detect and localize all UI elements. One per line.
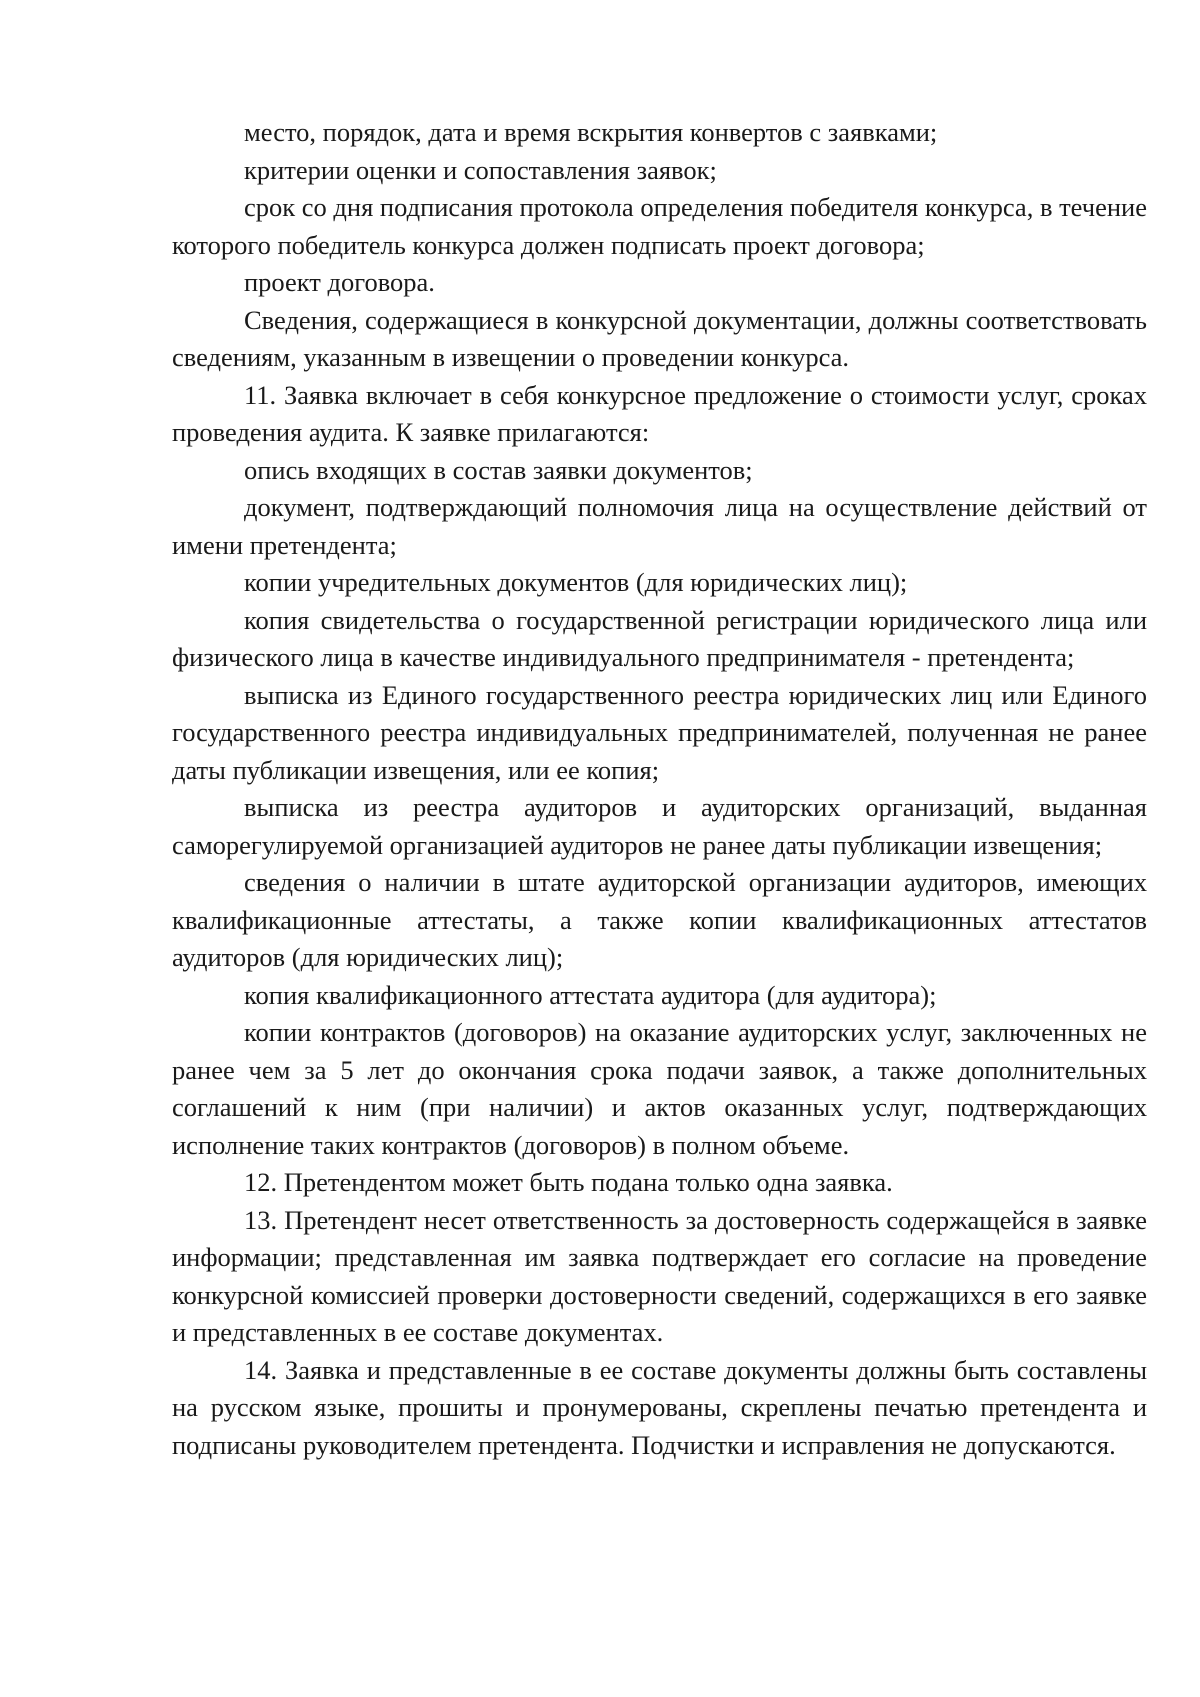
paragraph-authority-document: документ, подтверждающий полномочия лица на осуществление действий от имени претендента;: [172, 492, 1147, 560]
document-body: [172, 114, 1147, 1464]
paragraph-signing-deadline: срок со дня подписания протокола определения победителя конкурса, в течение которого победитель конкурса должен подписать проект договора;: [172, 192, 1147, 260]
paragraph-evaluation-criteria: критерии оценки и сопоставления заявок;: [244, 154, 717, 185]
paragraph-clause-14: 14. Заявка и представленные в ее составе документы должны быть составлены на русском языке, прошиты и пронумерованы, скреплены печатью претендента и подписаны руководителем претендента. Подчистки и исправления не допускаются.: [172, 1354, 1147, 1460]
paragraph-clause-13: 13. Претендент несет ответственность за достоверность содержащейся в заявке информации; представленная им заявка подтверждает его согласие на проведение конкурсной комиссией проверки достоверности сведений, содержащихся в его заявке и представленных в ее составе документах.: [172, 1204, 1147, 1347]
paragraph-founding-documents: копии учредительных документов (для юридических лиц);: [244, 567, 908, 597]
paragraph-registration-certificate: копия свидетельства о государственной регистрации юридического лица или физического лица в качестве индивидуального предпринимателя - претендента;: [172, 604, 1147, 672]
paragraph-inventory: опись входящих в состав заявки документов;: [244, 454, 753, 485]
paragraph-auditor-certificate: копия квалификационного аттестата аудитора (для аудитора);: [244, 979, 937, 1010]
paragraph-contract-copies: копии контрактов (договоров) на оказание аудиторских услуг, заключенных не ранее чем за 5 лет до окончания срока подачи заявок, а также дополнительных соглашений к ним (при наличии) и актов оказанных услуг, подтверждающих исполнение таких контрактов (договоров) в полном объеме.: [172, 1017, 1147, 1160]
paragraph-qualified-auditors: сведения о наличии в штате аудиторской организации аудиторов, имеющих квалификационные аттестаты, а также копии квалификационных аттестатов аудиторов (для юридических лиц);: [172, 867, 1147, 972]
paragraph-envelope-opening: место, порядок, дата и время вскрытия конвертов с заявками;: [244, 117, 938, 147]
paragraph-clause-11: 11. Заявка включает в себя конкурсное предложение о стоимости услуг, сроках проведения аудита. К заявке прилагаются:: [172, 379, 1147, 447]
paragraph-state-register-extract: выписка из Единого государственного реестра юридических лиц или Единого государственного реестра индивидуальных предпринимателей, полученная не ранее даты публикации извещения, или ее копия;: [172, 679, 1147, 785]
paragraph-auditor-register-extract: выписка из реестра аудиторов и аудиторских организаций, выданная саморегулируемой организацией аудиторов не ранее даты публикации извещения;: [172, 792, 1147, 860]
paragraph-clause-12: 12. Претендентом может быть подана только одна заявка.: [244, 1167, 893, 1197]
paragraph-documentation-consistency: Сведения, содержащиеся в конкурсной документации, должны соответствовать сведениям, указанным в извещении о проведении конкурса.: [172, 304, 1147, 372]
paragraph-draft-contract: проект договора.: [244, 267, 435, 297]
